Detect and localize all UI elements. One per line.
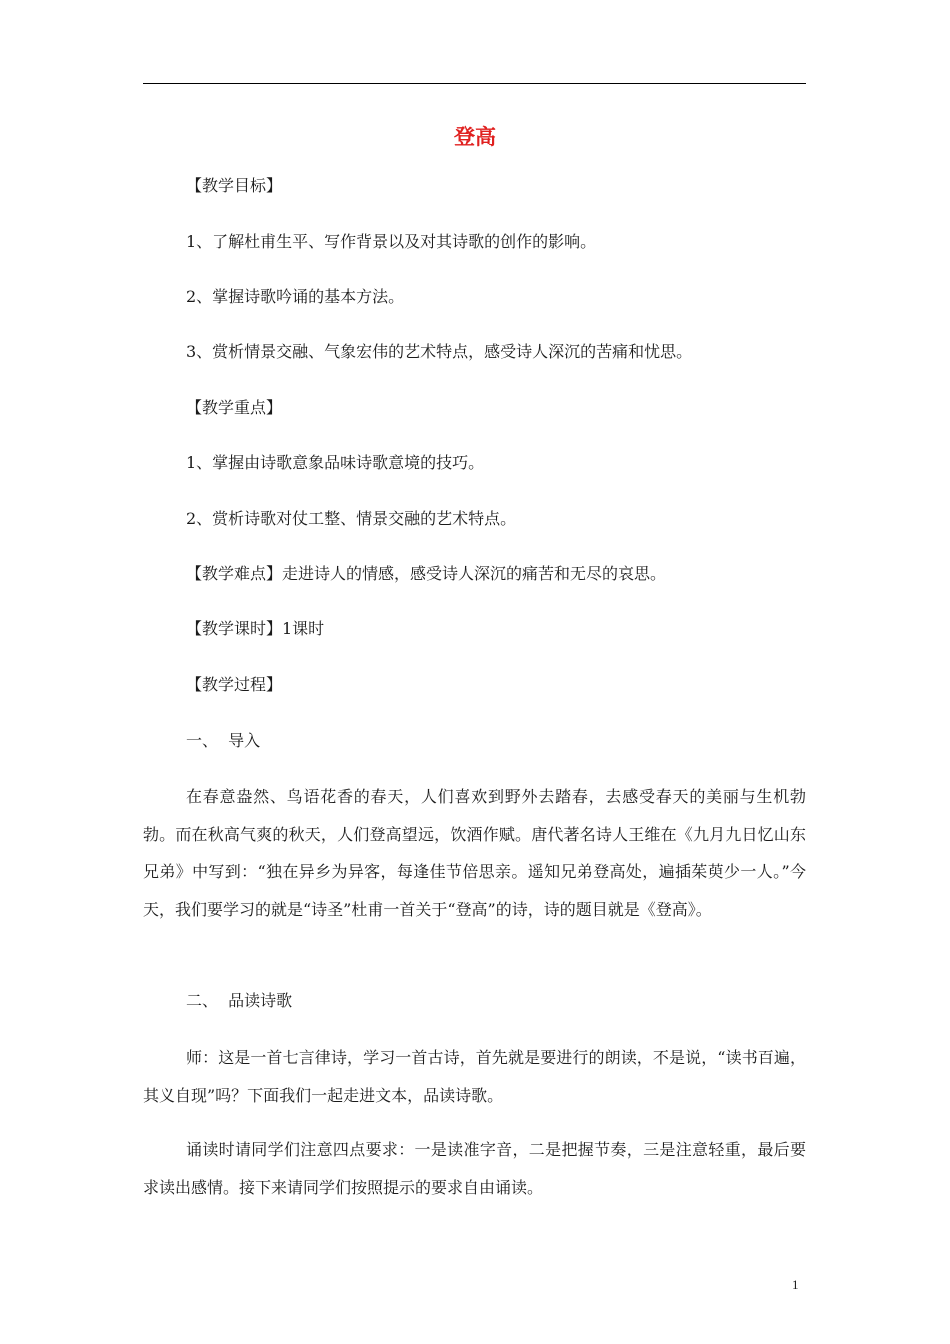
teacher-paragraph: 师：这是一首七言律诗，学习一首古诗，首先就是要进行的朗读，不是说，“读书百遍，其义自现”吗？下面我们一起走进文本，品读诗歌。: [143, 1048, 806, 1105]
intro-paragraph: 在春意盎然、鸟语花香的春天，人们喜欢到野外去踏春，去感受春天的美丽与生机勃勃。而在秋高气爽的秋天，人们登高望远，饮酒作赋。唐代著名诗人王维在《九月九日忆山东兄弟》中写到：“独在异乡为异客，每逢佳节倍思亲。遥知兄弟登高处，遍插茱萸少一人。”今天，我们要学习的就是“诗圣”杜甫一首关于“登高”的诗，诗的题目就是《登高》。: [143, 787, 806, 919]
teaching-difficulty: 【教学难点】走进诗人的情感，感受诗人深沉的痛苦和无尽的哀思。: [186, 564, 667, 583]
teaching-goal-heading: 【教学目标】: [186, 176, 283, 195]
teaching-key-heading: 【教学重点】: [186, 398, 283, 417]
teaching-key-item-2: 2、赏析诗歌对仗工整、情景交融的艺术特点。: [186, 509, 517, 528]
document-title: 登高: [454, 125, 496, 149]
reading-requirements-paragraph: 诵读时请同学们注意四点要求：一是读准字音，二是把握节奏，三是注意轻重，最后要求读出感情。接下来请同学们按照提示的要求自由诵读。: [143, 1140, 806, 1197]
teaching-hours: 【教学课时】1课时: [186, 619, 325, 638]
teaching-goal-item-2: 2、掌握诗歌吟诵的基本方法。: [186, 287, 405, 306]
page-number: 1: [792, 1277, 799, 1292]
teaching-goal-item-1: 1、了解杜甫生平、写作背景以及对其诗歌的创作的影响。: [186, 232, 597, 251]
teaching-process-heading: 【教学过程】: [186, 675, 283, 694]
teaching-goal-item-3: 3、赏析情景交融、气象宏伟的艺术特点，感受诗人深沉的苦痛和忧思。: [186, 342, 693, 361]
section-heading-intro: 一、 导入: [186, 731, 261, 750]
header-rule: [143, 83, 806, 84]
section-heading-reading: 二、 品读诗歌: [186, 991, 293, 1010]
teaching-key-item-1: 1、掌握由诗歌意象品味诗歌意境的技巧。: [186, 453, 485, 472]
